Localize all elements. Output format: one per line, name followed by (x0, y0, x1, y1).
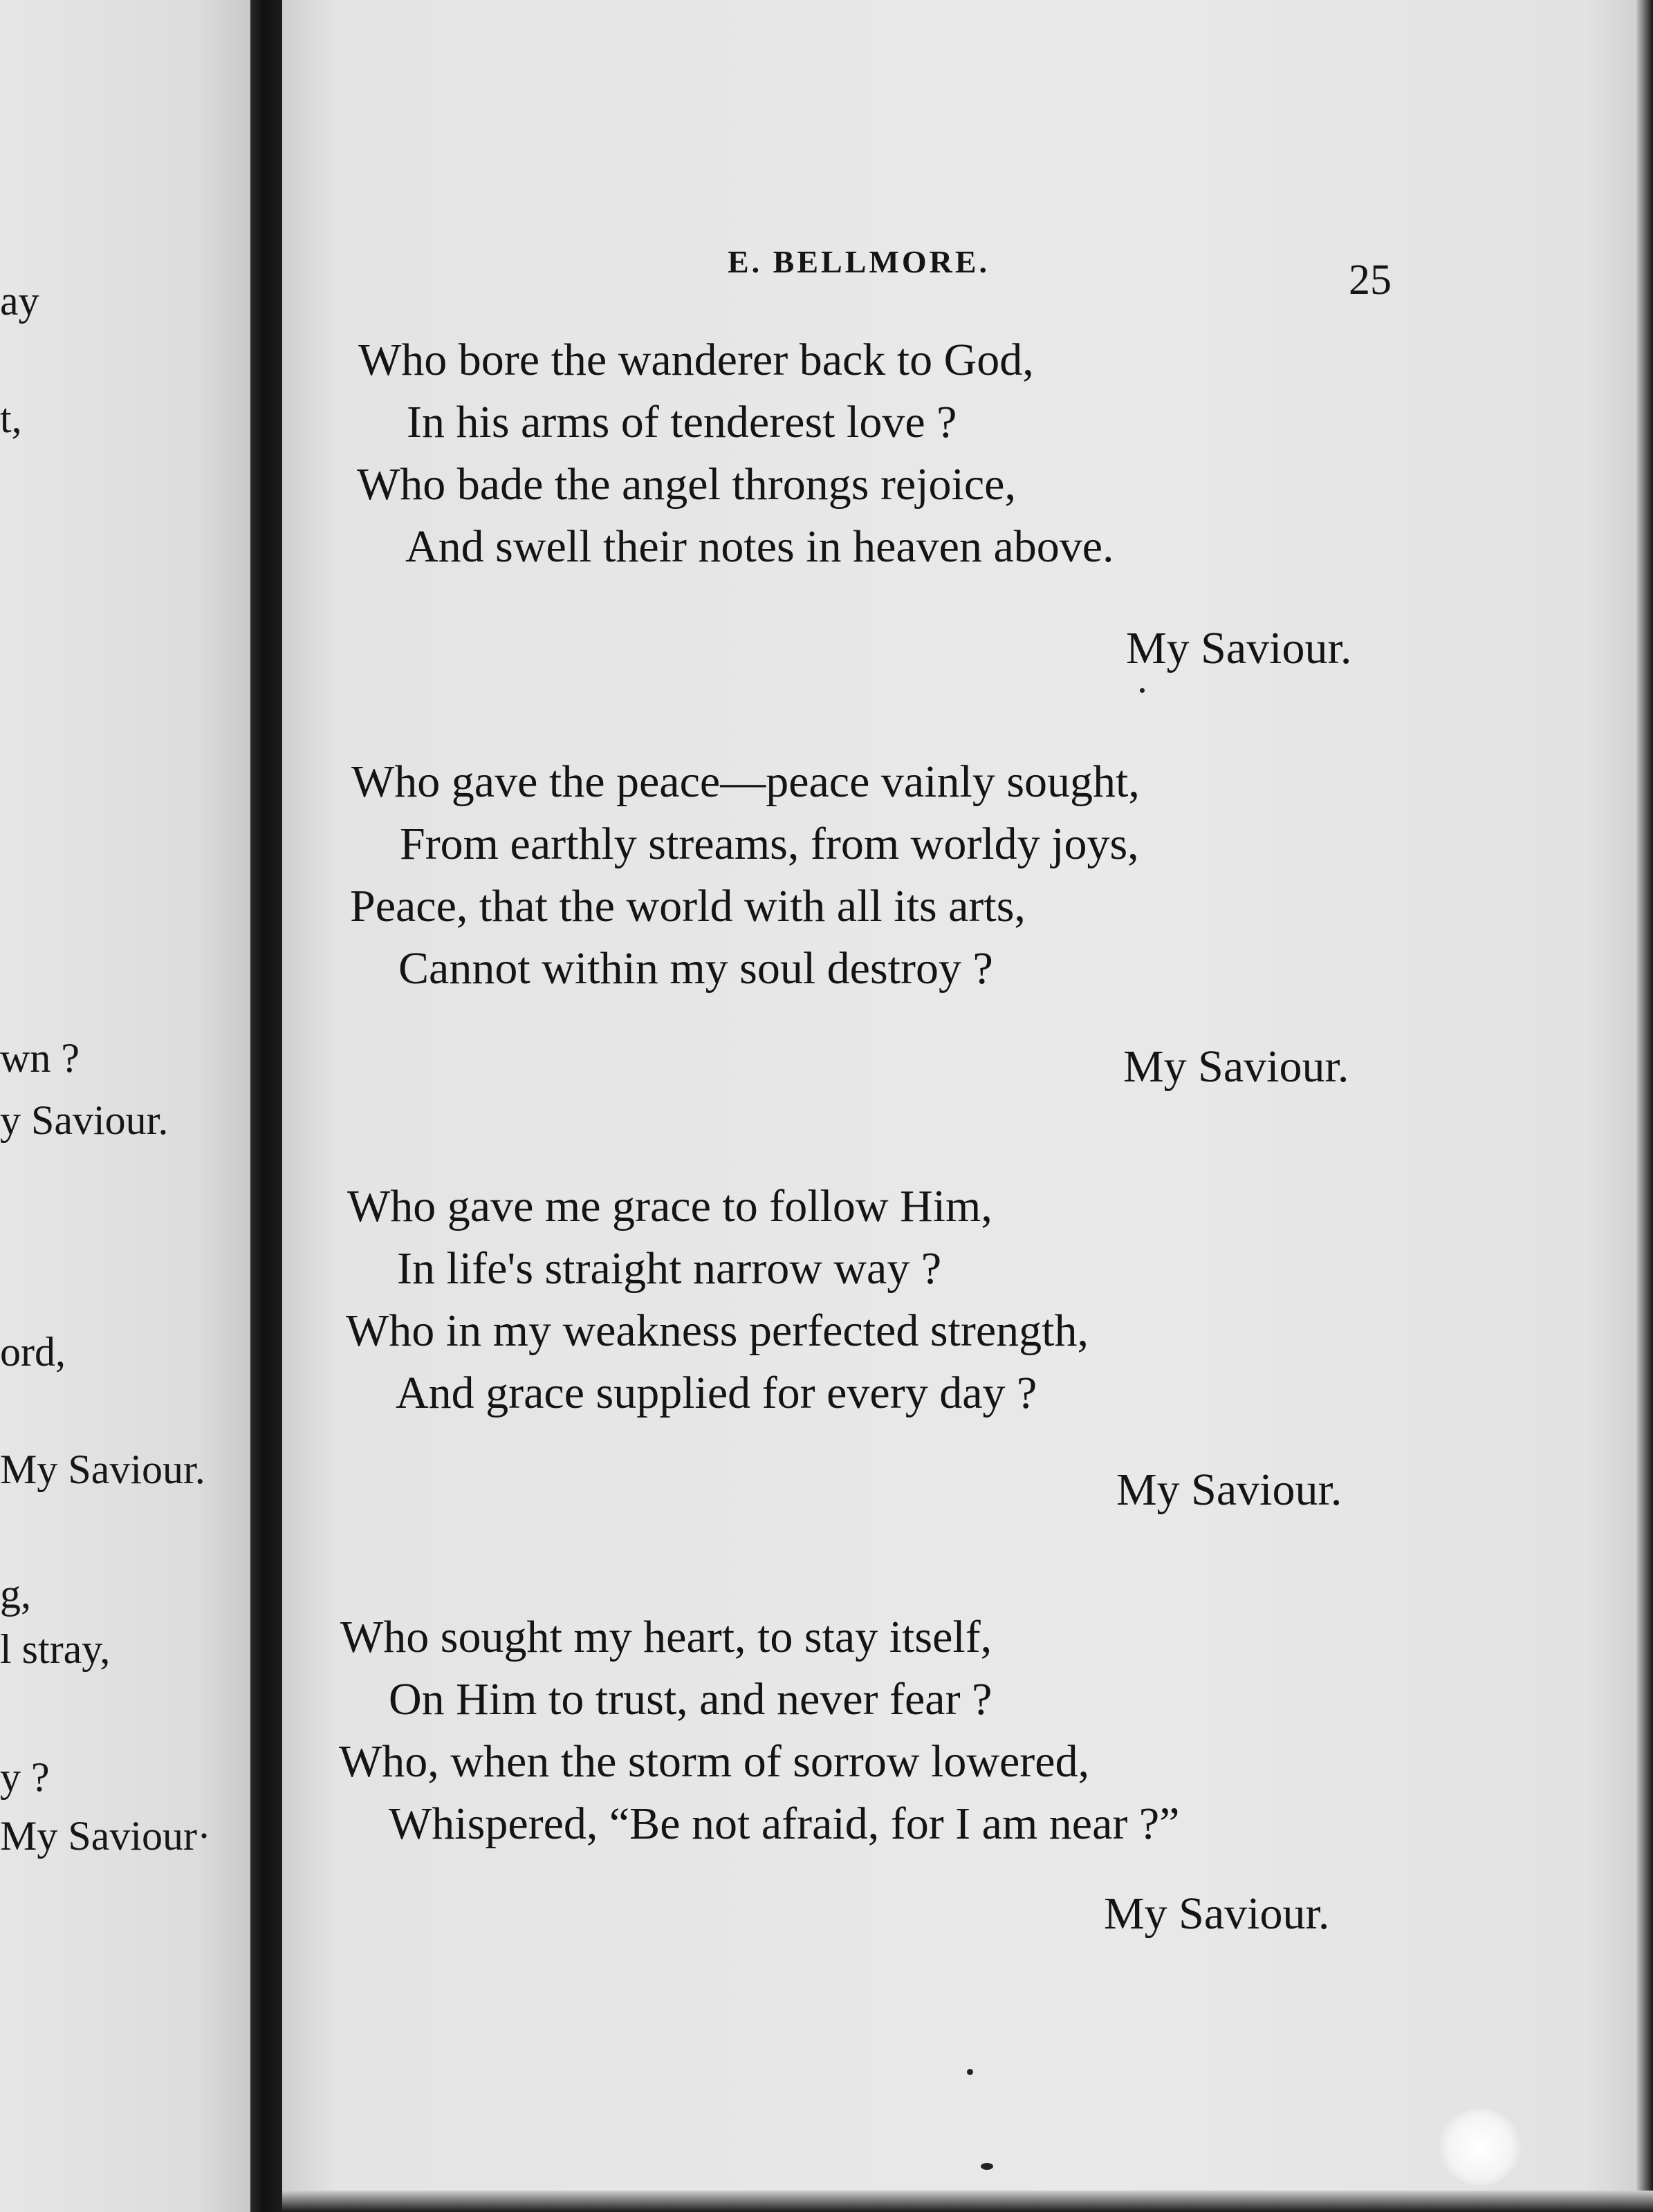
left-fragment: g, (0, 1571, 31, 1617)
poem-line: Who bore the wanderer back to God, (358, 335, 1034, 385)
refrain: My Saviour. (1104, 1888, 1330, 1939)
left-fragment: l stray, (0, 1626, 111, 1672)
refrain: My Saviour. (1126, 623, 1352, 673)
left-fragment: y Saviour. (0, 1097, 169, 1143)
poem-line: Who sought my heart, to stay itself, (340, 1612, 992, 1662)
poem-line: And swell their notes in heaven above. (405, 521, 1114, 572)
poem-line: Who gave me grace to follow Him, (347, 1181, 992, 1232)
paper-speck (967, 2069, 973, 2075)
running-header: E. BELLMORE. (728, 244, 990, 279)
poem-line: From earthly streams, from worldy joys, (400, 819, 1139, 869)
paper-speck (981, 2163, 993, 2170)
right-page (282, 0, 1653, 2212)
poem-line: On Him to trust, and never fear ? (389, 1674, 992, 1725)
poem-line: Who bade the angel throngs rejoice, (357, 459, 1016, 510)
left-fragment: My Saviour· (0, 1813, 211, 1859)
paper-speck (1140, 688, 1145, 693)
left-fragment: My Saviour. (0, 1447, 205, 1492)
page-edge-right (1636, 0, 1653, 2212)
left-page (0, 0, 282, 2212)
paper-blot (1439, 2109, 1522, 2185)
poem-line: Peace, that the world with all its arts, (350, 881, 1026, 931)
refrain: My Saviour. (1123, 1041, 1349, 1092)
poem-line: Who in my weakness perfected strength, (346, 1305, 1089, 1356)
left-fragment: t, (0, 396, 22, 441)
page-edge-bottom (282, 2191, 1653, 2212)
poem-line: Cannot within my soul destroy ? (398, 943, 993, 994)
poem-line: Who gave the peace—peace vainly sought, (351, 756, 1140, 807)
refrain: My Saviour. (1116, 1465, 1342, 1515)
left-fragment: wn ? (0, 1035, 80, 1081)
left-fragment: ord, (0, 1329, 66, 1375)
poem-line: Whispered, “Be not afraid, for I am near ?” (389, 1799, 1180, 1849)
left-fragment: ay (0, 278, 39, 324)
left-fragment: y ? (0, 1754, 50, 1800)
poem-line: In his arms of tenderest love ? (407, 397, 957, 447)
poem-line: Who, when the storm of sorrow lowered, (339, 1736, 1090, 1787)
book-gutter (250, 0, 282, 2212)
poem-line: And grace supplied for every day ? (396, 1368, 1037, 1418)
page-number: 25 (1349, 257, 1392, 304)
poem-line: In life's straight narrow way ? (397, 1243, 942, 1294)
